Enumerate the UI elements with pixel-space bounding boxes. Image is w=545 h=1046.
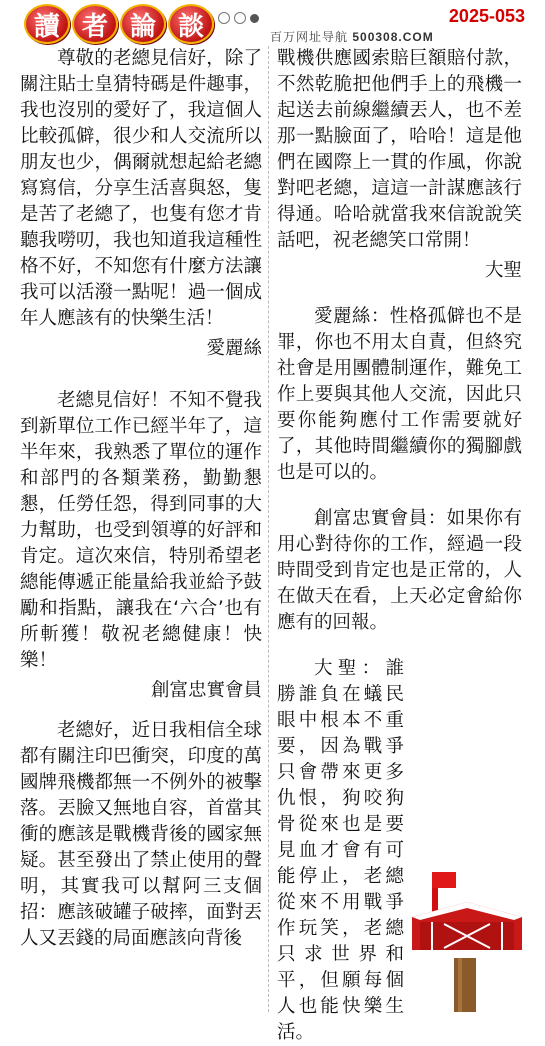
editor-reply: 大聖：誰勝誰負在蟻民眼中根本不重要，因為戰爭只會帶來更多仇恨，狗咬狗骨從來也是要見血才會有可能停止，老總從來不用戰爭作玩笑，老總只求世界和平，但願每個人也能快樂生活。 <box>277 658 404 1043</box>
site-watermark <box>270 28 434 45</box>
column-title <box>24 4 214 44</box>
letter-text: 尊敬的老總見信好，除了關注貼士皇猜特碼是件趣事，我也沒別的愛好了，我這個人比較孤僻，很少和人交流所以朋友也少，偶爾就想起給老總寫寫信，分享生活喜與怒，隻是苦了老總了，也隻有您才肯聽我嘮叨，我也知道我這種性格不好，不知您有什麼方法讓我可以活潑一點呢！過一個成年人應該有的快樂生活！ <box>20 48 262 329</box>
decorative-dots <box>218 12 259 24</box>
letter-text-continued: 戰機供應國索賠巨額賠付款，不然乾脆把他們手上的飛機一起送去前線繼續丟人，也不差那一點臉面了，哈哈！這是他們在國際上一貫的作風，你說對吧老總，這這一計謀應該行得通。哈哈就當我來信說說笑話吧，祝老總笑口常開！ <box>277 48 522 251</box>
letter-text: 老總好，近日我相信全球都有關注印巴衝突，印度的萬國牌飛機都無一不例外的被擊落。丟臉又無地自容，首當其衝的應該是戰機背後的國家無疑。甚至發出了禁止使用的聲明，其實我可以幫阿三支個招：應該破罐子破摔，面對丟人又丟錢的局面應該向背後 <box>20 720 262 949</box>
column-divider <box>268 46 269 1012</box>
title-char-3: 論 <box>120 4 166 44</box>
circle-icon <box>234 12 246 24</box>
editor-reply: 創富忠實會員：如果你有用心對待你的工作，經過一段時間受到肯定也是正常的，人在做天在看，上天必定會給你應有的回報。 <box>277 508 522 633</box>
left-column <box>20 46 262 952</box>
letter-signature: 大聖 <box>484 260 522 281</box>
circle-icon <box>218 12 230 24</box>
letter-signature: 創富忠實會員 <box>150 680 262 701</box>
editor-reply: 愛麗絲：性格孤僻也不是罪，你也不用太自責，但終究社會是用團體制運作，難免工作上要與其他人交流，因此只要你能夠應付工作需要就好了，其他時間繼續你的獨腳戲也是可以的。 <box>277 306 522 483</box>
site-url: 500308.COM <box>352 30 434 44</box>
header <box>0 0 545 44</box>
title-char-1: 讀 <box>24 4 70 44</box>
dot-icon <box>250 14 259 23</box>
title-char-2: 者 <box>72 4 118 44</box>
mailbox-icon <box>402 862 532 1012</box>
site-name: 百万网址导航 <box>270 30 349 44</box>
letter-signature: 愛麗絲 <box>206 338 262 359</box>
title-char-4: 談 <box>168 4 214 44</box>
issue-number: 2025-053 <box>448 6 525 26</box>
letter-text: 老總見信好！不知不覺我到新單位工作已經半年了，這半年來，我熟悉了單位的運作和部門的各類業務，勤勤懇懇，任勞任怨，得到同事的大力幫助，也受到領導的好評和肯定。這次來信，特別希望老總能傳遞正能量給我並給予鼓勵和指點，讓我在‘六合’也有所斬獲！敬祝老總健康！快樂！ <box>20 390 262 671</box>
